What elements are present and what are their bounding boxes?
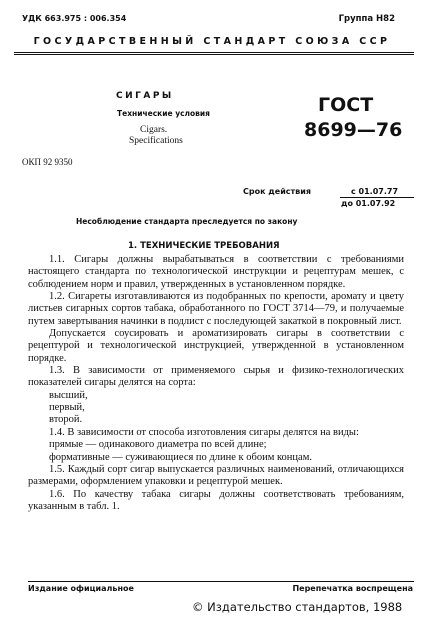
- validity-to: до 01.07.92: [341, 199, 396, 208]
- paragraph: 1.5. Каждый сорт сигар выпускается различных наименований, отличающихся размерами, оформлением упаковки и рецептурой мешек.: [28, 463, 404, 488]
- header-rule-top: [14, 52, 414, 53]
- paragraph: 1.6. По качеству табака сигары должны соответствовать требованиям, указанным в табл. 1.: [28, 488, 404, 512]
- legal-notice: Несоблюдение стандарта преследуется по закону: [76, 217, 298, 226]
- section-heading: 1. ТЕХНИЧЕСКИЕ ТРЕБОВАНИЯ: [128, 241, 280, 251]
- footer-rule: [28, 581, 414, 582]
- paragraph: 1.1. Сигары должны вырабатываться в соответствии с требованиями настоящего стандарта по технологической инструкции и рецептурам мешек, с соблюдением норм и правил, утвержденных в установленном порядке.: [28, 254, 404, 290]
- udk-code: УДК 663.975 : 006.354: [22, 14, 127, 23]
- product-name-ru: СИГАРЫ: [116, 91, 174, 101]
- okp-code: ОКП 92 9350: [22, 157, 73, 167]
- subtitle-ru: Технические условия: [117, 109, 210, 118]
- section-body: [28, 254, 404, 513]
- validity-from: с 01.07.77: [351, 187, 399, 196]
- list-item: высший,: [49, 389, 88, 401]
- subtitle-en: Specifications: [129, 136, 183, 146]
- paragraph: 1.4. В зависимости от способа изготовления сигары делятся на виды:: [49, 426, 359, 438]
- list-item: второй.: [49, 414, 83, 426]
- validity-divider: [340, 197, 414, 198]
- publisher-copyright: © Издательство стандартов, 1988: [192, 600, 403, 614]
- list-item: формативные — суживающиеся по длине к обоим концам.: [49, 451, 312, 463]
- group-code: Группа Н82: [338, 14, 395, 24]
- gost-number: 8699—76: [304, 119, 403, 141]
- list-item: прямые — одинакового диаметра по всей длине;: [49, 439, 267, 451]
- header-rule-bottom: [14, 54, 414, 55]
- list-item: первый,: [49, 402, 85, 414]
- paragraph: 1.3. В зависимости от применяемого сырья и физико-технологических показателей сигары делятся на сорта:: [28, 365, 404, 389]
- validity-label: Срок действия: [243, 187, 311, 196]
- official-edition-label: Издание официальное: [28, 584, 134, 593]
- gost-label: ГОСТ: [318, 94, 374, 116]
- paragraph: Допускается соусировать и ароматизировать сигары в соответствии с рецептурой и технологической инструкцией, утвержденной в установленном порядке.: [28, 328, 404, 364]
- product-name-en: Cigars.: [140, 125, 168, 135]
- standard-title: ГОСУДАРСТВЕННЫЙ СТАНДАРТ СОЮЗА ССР: [33, 36, 391, 47]
- paragraph: 1.2. Сигареты изготавливаются из подобранных по крепости, аромату и цвету листьев сигарных сортов табака, обработанного по ГОСТ 3714—79, и получаемые путем завертывания начинки в подлист с последующей закаткой в покровный лист.: [28, 291, 404, 327]
- reprint-notice: Перепечатка воспрещена: [292, 584, 413, 593]
